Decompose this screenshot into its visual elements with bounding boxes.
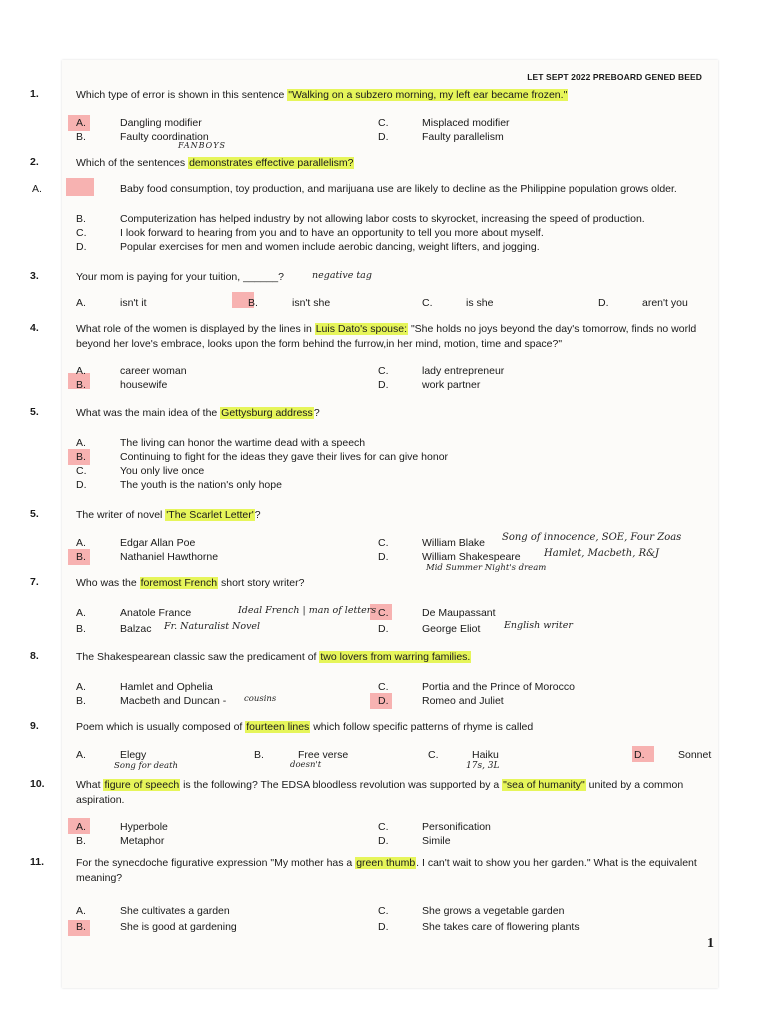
handwritten-note: Ideal French | man of letters — [238, 605, 377, 616]
option-d[interactable]: D. Popular exercises for men and women include aerobic dancing, weight lifters, and jogging. — [76, 241, 540, 253]
option-b[interactable]: B. housewife — [76, 379, 168, 391]
option-b[interactable]: B. Metaphor — [76, 835, 165, 847]
option-b[interactable]: B. Continuing to fight for the ideas they gave their lives for can give honor — [76, 451, 449, 463]
option-c[interactable]: C. William Blake — [378, 537, 486, 549]
option-c[interactable]: C. Haiku — [428, 749, 499, 761]
question-text: What role of the women is displayed by the lines in Luis Dato's spouse: "She holds no joys beyond the day's tomorrow, finds no world beyond her love's embrace, looks upon the form behind the furrow,in her mind, motion, time and space?" — [76, 323, 697, 350]
question-number: 2. — [30, 156, 39, 168]
option-d[interactable]: D. Romeo and Juliet — [378, 695, 504, 707]
question-number: 5. — [30, 406, 39, 418]
option-a[interactable]: A. Dangling modifier — [76, 117, 202, 129]
handwritten-note: FANBOYS — [178, 141, 226, 150]
option-a[interactable]: A. Anatole France — [76, 607, 192, 619]
question-text: Which type of error is shown in this sentence "Walking on a subzero morning, my left ear became frozen." — [76, 89, 568, 101]
option-d[interactable]: D. She takes care of flowering plants — [378, 921, 580, 933]
handwritten-note: English writer — [504, 620, 573, 631]
option-b[interactable]: B. Faulty coordination — [76, 131, 209, 143]
option-d[interactable]: D. Faulty parallelism — [378, 131, 504, 143]
exam-header: LET SEPT 2022 PREBOARD GENED BEED — [527, 72, 702, 82]
option-c[interactable]: C. Portia and the Prince of Morocco — [378, 681, 575, 693]
question-number: 9. — [30, 720, 39, 732]
handwritten-note: cousins — [244, 694, 277, 704]
handwritten-note: 17s, 3L — [466, 761, 500, 771]
option-c[interactable]: C. De Maupassant — [378, 607, 496, 619]
option-b[interactable]: B. She is good at gardening — [76, 921, 237, 933]
handwritten-note: negative tag — [312, 270, 372, 281]
question-number: 8. — [30, 650, 39, 662]
question-number: 10. — [30, 778, 45, 790]
question-number: 7. — [30, 576, 39, 588]
option-b[interactable]: B. Balzac — [76, 623, 152, 635]
option-d[interactable]: D. aren't you — [598, 297, 688, 309]
question-number: 1. — [30, 88, 39, 100]
option-a[interactable]: A. Hamlet and Ophelia — [76, 681, 213, 693]
option-a[interactable]: A. isn't it — [76, 297, 147, 309]
handwritten-note: Song for death — [114, 761, 179, 771]
question-number: 11. — [30, 856, 45, 868]
option-d[interactable]: D. Sonnet — [634, 749, 712, 761]
question-text: For the synecdoche figurative expression "My mother has a green thumb. I can't wait to show you her garden." What is the equivalent meaning? — [76, 857, 697, 884]
option-c[interactable]: C. Misplaced modifier — [378, 117, 510, 129]
question-number: 3. — [30, 270, 39, 282]
option-a[interactable]: A. career woman — [76, 365, 187, 377]
option-d[interactable]: D. Simile — [378, 835, 451, 847]
handwritten-note: Song of innocence, SOE, Four Zoas — [502, 532, 682, 543]
handwritten-note: Fr. Naturalist Novel — [164, 621, 261, 632]
option-d[interactable]: D. work partner — [378, 379, 481, 391]
option-a[interactable]: A. Elegy — [76, 749, 147, 761]
question-text: Who was the foremost French short story writer? — [76, 577, 305, 589]
option-d[interactable]: D. George Eliot — [378, 623, 481, 635]
option-c[interactable]: C. lady entrepreneur — [378, 365, 505, 377]
handwritten-note: doesn't — [290, 760, 322, 770]
option-a[interactable]: A. Baby food consumption, toy production, and marijuana use are likely to decline as the Philippine population grows older. — [32, 183, 677, 195]
option-a[interactable]: A. Hyperbole — [76, 821, 168, 833]
option-d[interactable]: D. The youth is the nation's only hope — [76, 479, 282, 491]
option-b[interactable]: B. Free verse — [254, 749, 349, 761]
option-c[interactable]: C. You only live once — [76, 465, 205, 477]
option-b[interactable]: B. Macbeth and Duncan - — [76, 695, 227, 707]
option-b[interactable]: B. Nathaniel Hawthorne — [76, 551, 219, 563]
option-a[interactable]: A. Edgar Allan Poe — [76, 537, 196, 549]
option-c[interactable]: C. is she — [422, 297, 494, 309]
handwritten-note: Hamlet, Macbeth, R&J — [544, 548, 660, 559]
question-text: Which of the sentences demonstrates effective parallelism? — [76, 157, 354, 169]
handwritten-note: Mid Summer Night's dream — [426, 563, 547, 573]
question-text: The Shakespearean classic saw the predicament of two lovers from warring families. — [76, 651, 471, 663]
option-a[interactable]: A. The living can honor the wartime dead with a speech — [76, 437, 366, 449]
question-number: 5. — [30, 508, 39, 520]
option-b[interactable]: B. Computerization has helped industry by not allowing labor costs to skyrocket, increasing the speed of production. — [76, 213, 645, 225]
option-a[interactable]: A. She cultivates a garden — [76, 905, 230, 917]
question-text: What was the main idea of the Gettysburg address? — [76, 407, 320, 419]
question-text: Your mom is paying for your tuition, ______? — [76, 271, 284, 283]
option-d[interactable]: D. William Shakespeare — [378, 551, 521, 563]
question-number: 4. — [30, 322, 39, 334]
exam-page — [30, 60, 718, 988]
question-text: Poem which is usually composed of fourteen lines which follow specific patterns of rhyme is called — [76, 721, 534, 733]
option-c[interactable]: C. Personification — [378, 821, 491, 833]
question-text: The writer of novel 'The Scarlet Letter'? — [76, 509, 261, 521]
option-c[interactable]: C. She grows a vegetable garden — [378, 905, 565, 917]
question-text: What figure of speech is the following? The EDSA bloodless revolution was supported by a "sea of humanity" united by a common aspiration. — [76, 779, 684, 806]
option-c[interactable]: C. I look forward to hearing from you and to have an opportunity to tell you more about myself. — [76, 227, 544, 239]
option-b[interactable]: B. isn't she — [248, 297, 331, 309]
page-number: 1 — [707, 936, 714, 951]
